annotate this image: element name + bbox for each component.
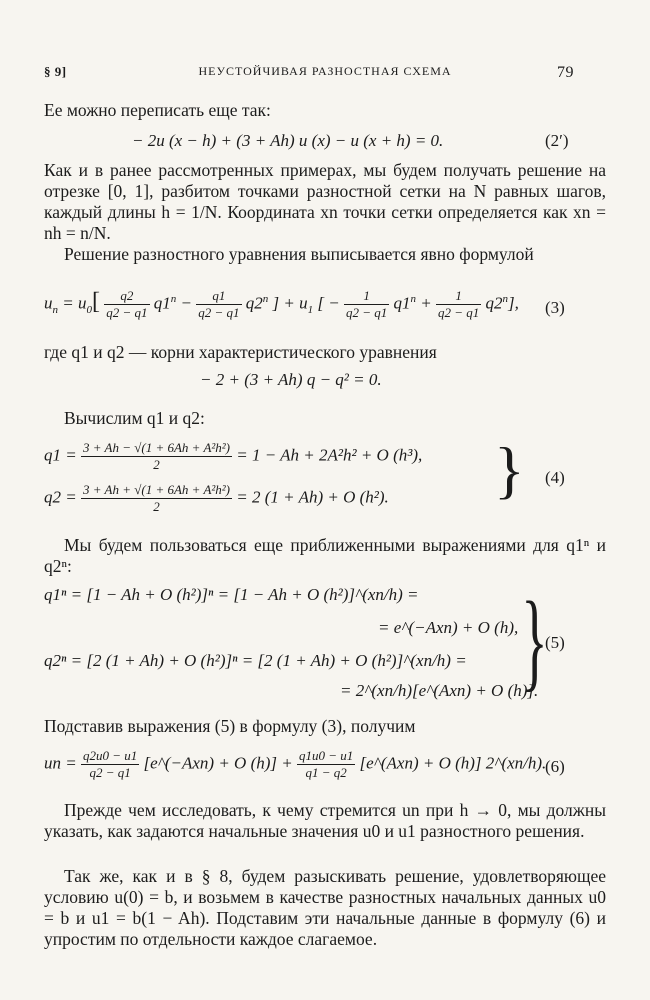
fraction: $\frac{q2}{q2 - q1}$ — [106, 288, 148, 320]
paragraph-limit: Прежде чем исследовать, к чему стремится un при h → 0, мы должны указать, как задаются начальные значения u0 и u1 разностного решения. — [44, 800, 606, 841]
equation-number-3: (3) — [545, 298, 565, 317]
equation-number-2prime: (2′) — [545, 131, 569, 150]
equation-5d: = 2^(xn/h)[e^(Axn) + O (h)]. — [340, 681, 539, 700]
equation-5a: q1ⁿ = [1 − Ah + O (h²)]ⁿ = [1 − Ah + O (h²)]^(xn/h) = — [44, 585, 419, 604]
fraction: $\frac{\text{3 + Ah − √(1 + 6Ah + A²h²)}}{2}$ — [82, 440, 231, 472]
fraction: $\frac{q1u0 - u1}{q1 - q2}$ — [298, 748, 354, 780]
paragraph-solution: Решение разностного уравнения выписывается явно формулой — [64, 244, 534, 264]
equation-number-5: (5) — [545, 633, 565, 652]
fraction: $\frac{1}{q2 - q1}$ — [437, 288, 480, 320]
equation-number-4: (4) — [545, 468, 565, 487]
fraction: $\frac{\text{3 + Ah + √(1 + 6Ah + A²h²)}}{2}$ — [82, 482, 231, 514]
paragraph-roots: где q1 и q2 — корни характеристического уравнения — [44, 342, 437, 362]
page-number: 79 — [557, 64, 574, 81]
running-title: НЕУСТОЙЧИВАЯ РАЗНОСТНАЯ СХЕМА — [198, 64, 452, 78]
brace-right: } — [521, 579, 548, 701]
equation-4a: q1 = $\frac{\text{3 + Ah − √(1 + 6Ah + A²h²)}}{2}$ = 1 − Ah + 2A²h² + O (h³), — [44, 440, 423, 472]
section-marker: § 9] — [44, 64, 67, 79]
equation-2prime: − 2u (x − h) + (3 + Ah) u (x) − u (x + h) = 0. — [132, 131, 444, 150]
brace-right: } — [494, 434, 525, 505]
characteristic-equation: − 2 + (3 + Ah) q − q² = 0. — [200, 370, 382, 389]
equation-5c: q2ⁿ = [2 (1 + Ah) + O (h²)]ⁿ = [2 (1 + Ah) + O (h²)]^(xn/h) = — [44, 651, 467, 670]
paragraph-approximate: Мы будем пользоваться еще приближенными выражениями для q1ⁿ и q2ⁿ: — [44, 535, 606, 576]
equation-5b: = e^(−Axn) + O (h), — [378, 618, 519, 637]
paragraph-grid: Как и в ранее рассмотренных примерах, мы будем получать решение на отрезке [0, 1], разбитом точками разностной сетки на N равных шагов, каждый длины h = 1/N. Координата xn точки сетки определяется как xn = nh = n/N. — [44, 160, 606, 243]
paragraph-compute: Вычислим q1 и q2: — [64, 408, 205, 428]
fraction: $\frac{1}{q2 - q1}$ — [345, 288, 388, 320]
equation-4b: q2 = $\frac{\text{3 + Ah + √(1 + 6Ah + A²h²)}}{2}$ = 2 (1 + Ah) + O (h²). — [44, 482, 389, 514]
paragraph-substitute: Подставив выражения (5) в формулу (3), получим — [44, 716, 416, 736]
paragraph-intro: Ее можно переписать еще так: — [44, 100, 271, 120]
fraction: $\frac{q2u0 - u1}{q2 - q1}$ — [82, 748, 138, 780]
equation-6: un = $\frac{q2u0 - u1}{q2 - q1}$ [e^(−Axn) + O (h)] + $\frac{q1u0 - u1}{q1 - q2}$ [e^(Axn) + O (h)] 2^(xn/h). — [44, 748, 547, 780]
fraction: $\frac{q1}{q2 - q1}$ — [198, 288, 240, 320]
equation-3: $u_n = u_0$[ $\frac{q2}{q2 - q1}$ q1$^n$ − $\frac{q1}{q2 - q1}$ q2$^n$ ] + $u_1$ [ − $\frac{1}{q2 - q1}$ q1$^n$ + $\frac{1}{q2 - q1}$ q2$^n$], — [44, 288, 519, 320]
paragraph-initial-data: Так же, как и в § 8, будем разыскивать решение, удовлетворяющее условию u(0) = b, и возьмем в качестве разностных начальных данных u0 = b и u1 = b(1 − Ah). Подставим эти начальные данные в формулу (6) и упростим по отдельности каждое слагаемое. — [44, 866, 606, 949]
equation-number-6: (6) — [545, 757, 565, 776]
